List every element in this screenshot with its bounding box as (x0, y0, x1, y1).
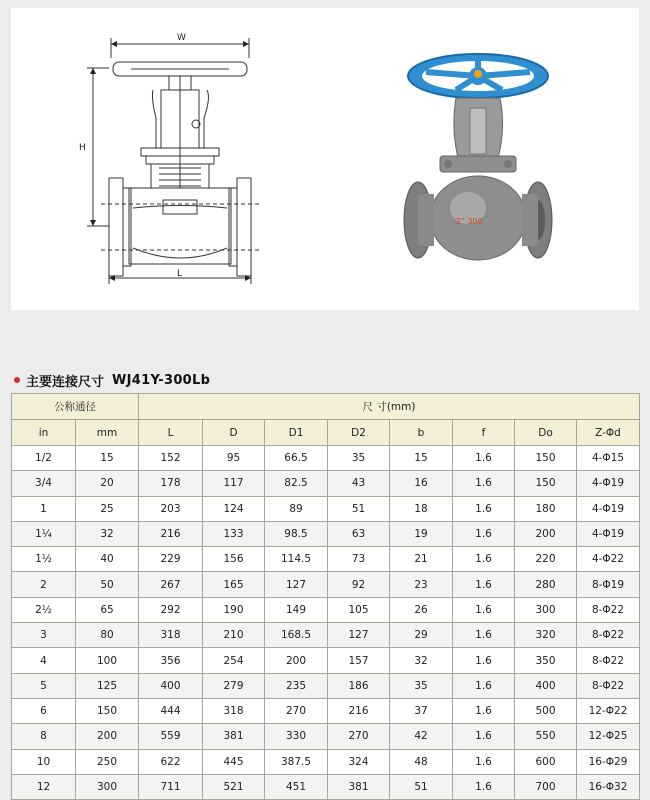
table-cell: 100 (76, 648, 139, 673)
table-cell: 16-Φ32 (577, 774, 640, 799)
table-cell: 550 (515, 724, 577, 749)
table-cell: 12-Φ22 (577, 698, 640, 723)
table-cell: 16 (390, 471, 453, 496)
table-cell: 178 (139, 471, 203, 496)
table-cell: 700 (515, 774, 577, 799)
dimension-w-label: W (177, 33, 186, 43)
table-row (12, 623, 640, 648)
table-cell: 42 (390, 724, 453, 749)
table-cell: 149 (265, 597, 328, 622)
column-header: f (453, 420, 515, 446)
column-header: D (203, 420, 265, 446)
table-cell: 1.6 (453, 623, 515, 648)
table-cell: 2½ (12, 597, 76, 622)
table-cell: 387.5 (265, 749, 328, 774)
table-body (12, 446, 640, 800)
table-cell: 711 (139, 774, 203, 799)
table-cell: 105 (328, 597, 390, 622)
bullet-icon (14, 377, 20, 383)
table-cell: 400 (139, 673, 203, 698)
table-cell: 267 (139, 572, 203, 597)
table-row (12, 496, 640, 521)
table-cell: 4-Φ19 (577, 471, 640, 496)
table-cell: 51 (390, 774, 453, 799)
table-cell: 5 (12, 673, 76, 698)
table-cell: 254 (203, 648, 265, 673)
table-cell: 451 (265, 774, 328, 799)
table-cell: 65 (76, 597, 139, 622)
table-cell: 35 (328, 446, 390, 471)
table-cell: 8 (12, 724, 76, 749)
table-cell: 12 (12, 774, 76, 799)
table-cell: 220 (515, 547, 577, 572)
table-cell: 280 (515, 572, 577, 597)
table-cell: 200 (515, 521, 577, 546)
table-cell: 21 (390, 547, 453, 572)
column-header: D2 (328, 420, 390, 446)
table-cell: 127 (265, 572, 328, 597)
table-cell: 15 (390, 446, 453, 471)
table-cell: 168.5 (265, 623, 328, 648)
table-cell: 1.6 (453, 572, 515, 597)
table-cell: 381 (203, 724, 265, 749)
table-cell: 150 (515, 446, 577, 471)
table-cell: 444 (139, 698, 203, 723)
table-cell: 124 (203, 496, 265, 521)
table-cell: 318 (139, 623, 203, 648)
table-cell: 235 (265, 673, 328, 698)
table-cell: 29 (390, 623, 453, 648)
table-cell: 330 (265, 724, 328, 749)
table-cell: 1½ (12, 547, 76, 572)
table-cell: 1 (12, 496, 76, 521)
table-cell: 16-Φ29 (577, 749, 640, 774)
dimension-h-label: H (79, 143, 86, 153)
valve-product-photo (396, 48, 556, 278)
table-cell: 51 (328, 496, 390, 521)
product-image-panel (11, 8, 639, 310)
table-cell: 1.6 (453, 724, 515, 749)
table-cell: 23 (390, 572, 453, 597)
table-row (12, 673, 640, 698)
table-cell: 250 (76, 749, 139, 774)
valve-technical-drawing (71, 28, 281, 288)
table-cell: 200 (76, 724, 139, 749)
table-cell: 1.6 (453, 597, 515, 622)
table-row (12, 774, 640, 799)
table-row (12, 547, 640, 572)
table-cell: 32 (390, 648, 453, 673)
table-cell: 1.6 (453, 648, 515, 673)
table-cell: 150 (515, 471, 577, 496)
table-cell: 150 (76, 698, 139, 723)
dimension-l-label: L (177, 269, 183, 279)
table-cell: 200 (265, 648, 328, 673)
group-header-dimensions: 尺 寸(mm) (139, 394, 640, 420)
table-cell: 292 (139, 597, 203, 622)
table-cell: 3 (12, 623, 76, 648)
table-cell: 165 (203, 572, 265, 597)
table-cell: 216 (328, 698, 390, 723)
table-cell: 320 (515, 623, 577, 648)
table-cell: 270 (265, 698, 328, 723)
table-cell: 80 (76, 623, 139, 648)
table-cell: 4-Φ19 (577, 496, 640, 521)
table-cell: 10 (12, 749, 76, 774)
table-cell: 521 (203, 774, 265, 799)
table-cell: 622 (139, 749, 203, 774)
table-cell: 2 (12, 572, 76, 597)
table-cell: 445 (203, 749, 265, 774)
table-cell: 1.6 (453, 698, 515, 723)
table-cell: 32 (76, 521, 139, 546)
table-cell: 1.6 (453, 749, 515, 774)
table-row (12, 471, 640, 496)
table-cell: 203 (139, 496, 203, 521)
table-cell: 98.5 (265, 521, 328, 546)
table-cell: 3/4 (12, 471, 76, 496)
table-cell: 8-Φ22 (577, 648, 640, 673)
table-cell: 40 (76, 547, 139, 572)
table-cell: 37 (390, 698, 453, 723)
column-header: Do (515, 420, 577, 446)
table-cell: 190 (203, 597, 265, 622)
table-cell: 350 (515, 648, 577, 673)
table-cell: 324 (328, 749, 390, 774)
table-cell: 43 (328, 471, 390, 496)
table-cell: 73 (328, 547, 390, 572)
table-cell: 1¼ (12, 521, 76, 546)
table-cell: 559 (139, 724, 203, 749)
table-cell: 20 (76, 471, 139, 496)
table-cell: 133 (203, 521, 265, 546)
table-header (12, 394, 640, 446)
table-cell: 63 (328, 521, 390, 546)
body-casting-marks: 2" 300 (456, 217, 483, 226)
column-header: in (12, 420, 76, 446)
column-header: b (390, 420, 453, 446)
table-row (12, 597, 640, 622)
table-cell: 8-Φ19 (577, 572, 640, 597)
table-cell: 89 (265, 496, 328, 521)
table-cell: 600 (515, 749, 577, 774)
table-cell: 15 (76, 446, 139, 471)
table-cell: 152 (139, 446, 203, 471)
table-cell: 4-Φ19 (577, 521, 640, 546)
table-cell: 82.5 (265, 471, 328, 496)
table-cell: 381 (328, 774, 390, 799)
table-row (12, 698, 640, 723)
table-cell: 216 (139, 521, 203, 546)
table-row (12, 648, 640, 673)
table-row (12, 749, 640, 774)
table-cell: 156 (203, 547, 265, 572)
table-cell: 66.5 (265, 446, 328, 471)
column-header: D1 (265, 420, 328, 446)
column-header-row (12, 420, 640, 446)
table-cell: 95 (203, 446, 265, 471)
table-cell: 19 (390, 521, 453, 546)
table-cell: 114.5 (265, 547, 328, 572)
table-cell: 12-Φ25 (577, 724, 640, 749)
table-cell: 50 (76, 572, 139, 597)
table-row (12, 521, 640, 546)
table-cell: 1.6 (453, 496, 515, 521)
column-header: mm (76, 420, 139, 446)
table-cell: 210 (203, 623, 265, 648)
table-cell: 300 (515, 597, 577, 622)
table-cell: 117 (203, 471, 265, 496)
table-cell: 35 (390, 673, 453, 698)
column-header: L (139, 420, 203, 446)
table-cell: 1.6 (453, 446, 515, 471)
table-cell: 1.6 (453, 471, 515, 496)
table-cell: 400 (515, 673, 577, 698)
table-cell: 318 (203, 698, 265, 723)
section-title-text: 主要连接尺寸 (26, 374, 105, 390)
section-title (14, 370, 210, 390)
table-cell: 1.6 (453, 521, 515, 546)
column-header: Z-Φd (577, 420, 640, 446)
table-cell: 500 (515, 698, 577, 723)
table-row (12, 724, 640, 749)
table-cell: 127 (328, 623, 390, 648)
table-cell: 229 (139, 547, 203, 572)
table-cell: 92 (328, 572, 390, 597)
table-cell: 157 (328, 648, 390, 673)
table-cell: 25 (76, 496, 139, 521)
table-cell: 1.6 (453, 673, 515, 698)
table-cell: 1.6 (453, 547, 515, 572)
model-number: WJ41Y-300Lb (112, 372, 211, 388)
table-row (12, 572, 640, 597)
table-cell: 18 (390, 496, 453, 521)
table-cell: 48 (390, 749, 453, 774)
table-cell: 26 (390, 597, 453, 622)
table-cell: 6 (12, 698, 76, 723)
table-cell: 186 (328, 673, 390, 698)
table-cell: 1.6 (453, 774, 515, 799)
group-header-nominal: 公称通径 (12, 394, 139, 420)
table-cell: 4-Φ15 (577, 446, 640, 471)
table-row (12, 446, 640, 471)
table-cell: 356 (139, 648, 203, 673)
table-cell: 4-Φ22 (577, 547, 640, 572)
table-cell: 180 (515, 496, 577, 521)
table-cell: 1/2 (12, 446, 76, 471)
table-cell: 270 (328, 724, 390, 749)
table-cell: 4 (12, 648, 76, 673)
table-cell: 300 (76, 774, 139, 799)
table-cell: 279 (203, 673, 265, 698)
dimension-table (11, 393, 640, 800)
table-cell: 8-Φ22 (577, 673, 640, 698)
table-cell: 8-Φ22 (577, 597, 640, 622)
table-cell: 125 (76, 673, 139, 698)
table-cell: 8-Φ22 (577, 623, 640, 648)
